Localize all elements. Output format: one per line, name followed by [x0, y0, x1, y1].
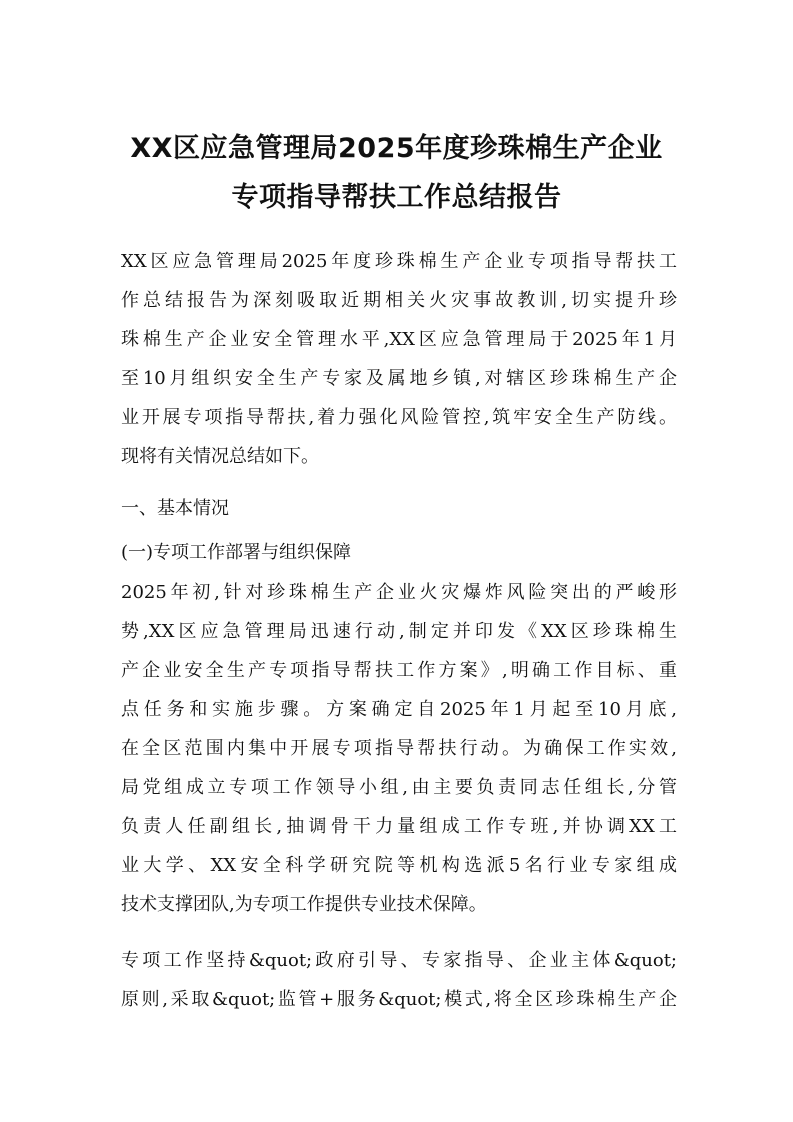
subsection-heading: (一)专项工作部署与组织保障 [121, 542, 352, 563]
body-line: 局党组成立专项工作领导小组,由主要负责同志任组长,分管 [121, 777, 677, 798]
body-line: 原则,采取&quot;监管+服务&quot;模式,将全区珍珠棉生产企 [121, 989, 677, 1010]
body-line: XX区应急管理局2025年度珍珠棉生产企业专项指导帮扶工 [121, 251, 677, 272]
body-line: 至10月组织安全生产专家及属地乡镇,对辖区珍珠棉生产企 [121, 368, 677, 389]
body-line: 业开展专项指导帮扶,着力强化风险管控,筑牢安全生产防线。 [121, 407, 677, 428]
body-line: 势,XX区应急管理局迅速行动,制定并印发《XX区珍珠棉生 [121, 621, 677, 642]
body-line: 业大学、XX安全科学研究院等机构选派5名行业专家组成 [121, 855, 677, 876]
body-line: 在全区范围内集中开展专项指导帮扶行动。为确保工作实效, [121, 738, 677, 759]
body-line: 现将有关情况总结如下。 [121, 446, 319, 467]
body-line: 作总结报告为深刻吸取近期相关火灾事故教训,切实提升珍 [121, 290, 677, 311]
body-line: 珠棉生产企业安全管理水平,XX区应急管理局于2025年1月 [121, 329, 677, 350]
section-heading: 一、基本情况 [121, 498, 229, 519]
body-line: 负责人任副组长,抽调骨干力量组成工作专班,并协调XX工 [121, 816, 677, 837]
document-title-line-1: XX区应急管理局2025年度珍珠棉生产企业 [130, 133, 663, 164]
body-line: 专项工作坚持&quot;政府引导、专家指导、企业主体&quot; [121, 950, 677, 971]
body-line: 技术支撑团队,为专项工作提供专业技术保障。 [121, 894, 487, 915]
body-line: 点任务和实施步骤。方案确定自2025年1月起至10月底, [121, 699, 677, 720]
body-line: 产企业安全生产专项指导帮扶工作方案》,明确工作目标、重 [121, 660, 677, 681]
document-title-line-2: 专项指导帮扶工作总结报告 [231, 182, 562, 213]
body-line: 2025年初,针对珍珠棉生产企业火灾爆炸风险突出的严峻形 [121, 582, 677, 603]
